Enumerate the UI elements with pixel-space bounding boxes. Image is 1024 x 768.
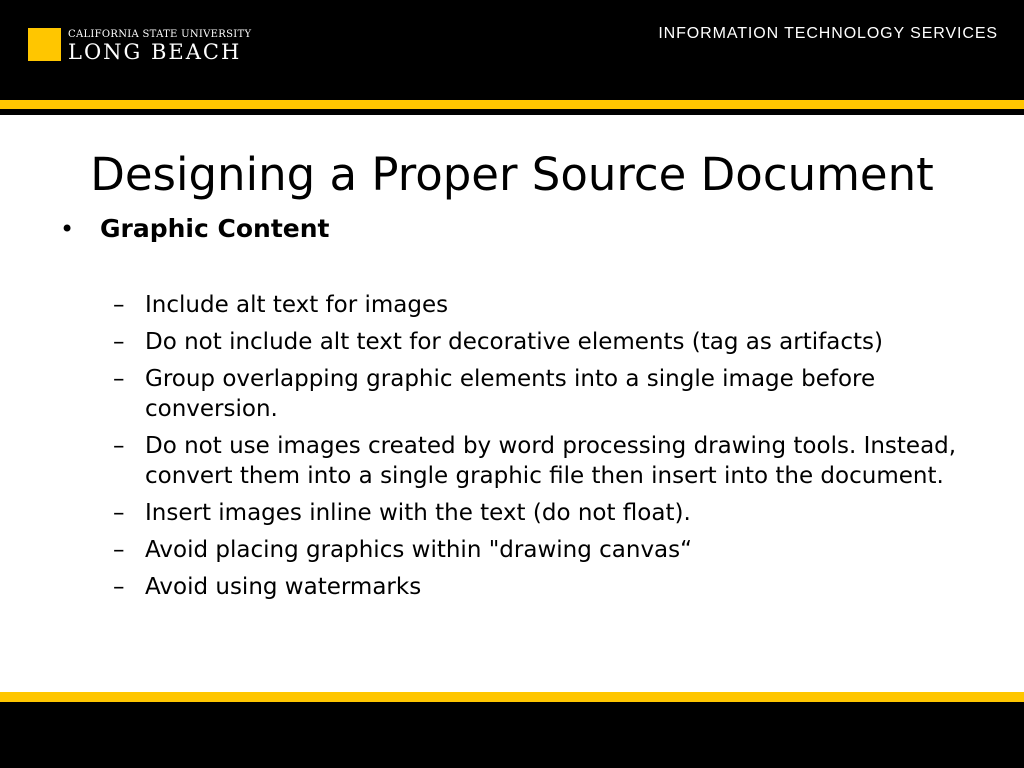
dash-marker: – [113,329,125,355]
sub-bullet-item [113,498,973,528]
sub-bullet-item [113,431,973,491]
sub-bullet-list [113,290,973,609]
header-black-stripe [0,109,1024,115]
dash-marker: – [113,537,125,563]
logo-wordmark [68,28,251,63]
sub-bullet-text: Do not use images created by word processing drawing tools. Instead, convert them into a single graphic file then insert into the document. [145,433,957,489]
bullet-label: Graphic Content [100,214,330,243]
sub-bullet-text: Avoid placing graphics within "drawing canvas“ [145,537,693,563]
dash-marker: – [113,433,125,459]
sub-bullet-text: Do not include alt text for decorative elements (tag as artifacts) [145,329,883,355]
sub-bullet-text: Include alt text for images [145,292,449,318]
sub-bullet-text: Avoid using watermarks [145,574,422,600]
sub-bullet-item [113,364,973,424]
footer-gold-stripe [0,692,1024,702]
header-gold-stripe [0,100,1024,109]
department-name: INFORMATION TECHNOLOGY SERVICES [658,25,998,42]
footer-bar [0,702,1024,768]
logo-square-icon [28,28,61,61]
university-logo [28,28,251,63]
sub-bullet-item [113,290,973,320]
dash-marker: – [113,500,125,526]
slide-title: Designing a Proper Source Document [90,148,934,201]
dash-marker: – [113,292,125,318]
sub-bullet-text: Group overlapping graphic elements into a single image before conversion. [145,366,876,422]
bullet-graphic-content [60,214,329,243]
sub-bullet-item [113,327,973,357]
sub-bullet-item [113,572,973,602]
sub-bullet-item [113,535,973,565]
sub-bullet-text: Insert images inline with the text (do not float). [145,500,691,526]
logo-line2: LONG BEACH [68,40,242,64]
logo-line1: CALIFORNIA STATE UNIVERSITY [68,29,252,40]
bullet-dot: • [60,215,75,243]
header-bar [0,0,1024,100]
dash-marker: – [113,366,125,392]
dash-marker: – [113,574,125,600]
